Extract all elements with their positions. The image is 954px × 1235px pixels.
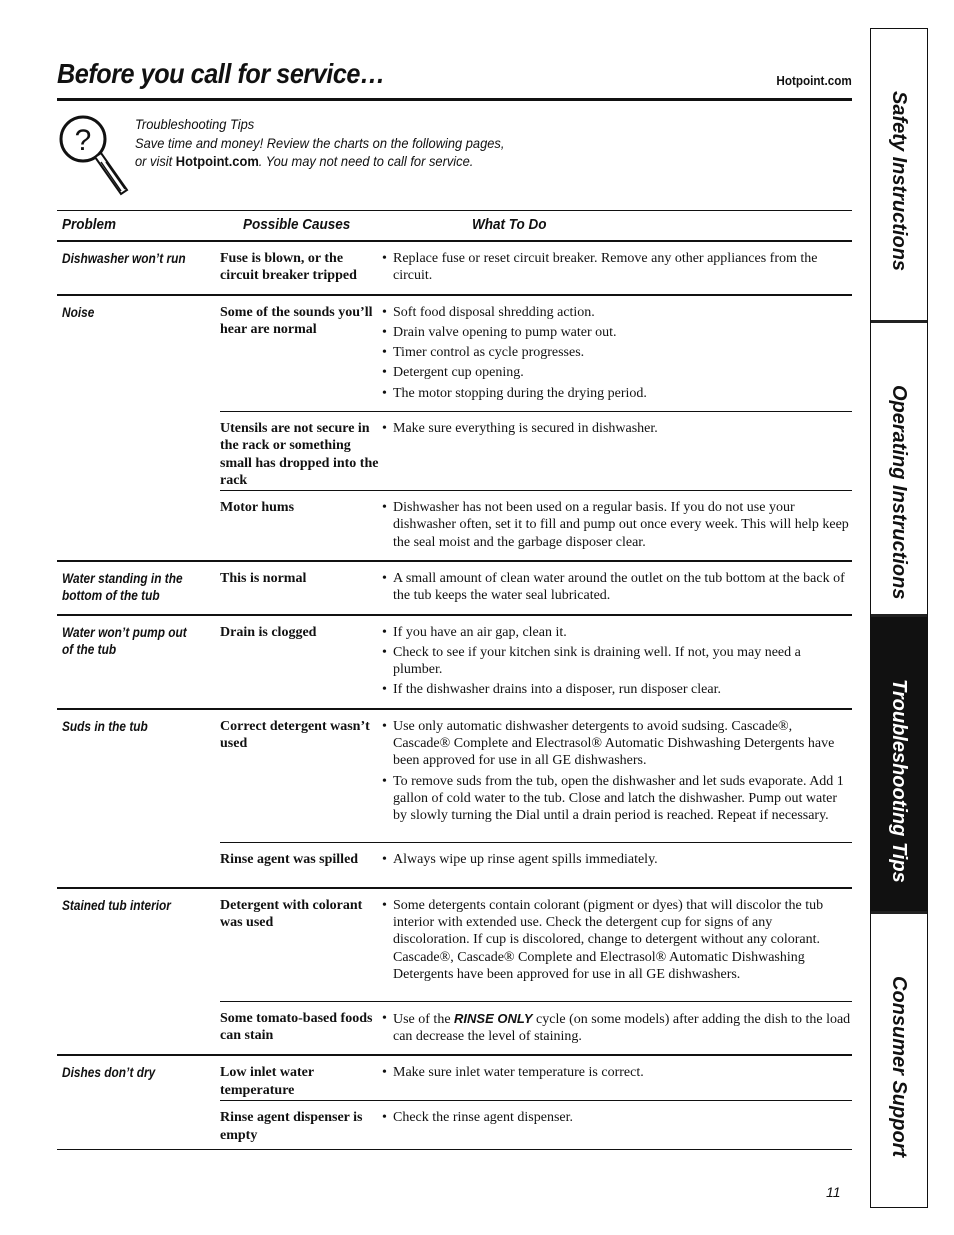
intro-line: or visit Hotpoint.com. You may not need to call for service. [135, 153, 474, 169]
tab-label: Safety Instructions [888, 91, 910, 272]
table-row [220, 616, 852, 708]
what-to-do [380, 1002, 852, 1055]
list-item: • Make sure everything is secured in dishwasher. [380, 420, 852, 437]
tab-consumer-support[interactable] [871, 914, 927, 1207]
possible-cause: Motor hums [220, 500, 295, 516]
list-item: • A small amount of clean water around the outlet on the tub bottom at the back of the tub keeps the water seal lubricated. [380, 570, 852, 605]
list-item: • Replace fuse or reset circuit breaker. Remove any other appliances from the circuit. [380, 250, 852, 285]
problem-group [57, 710, 852, 889]
what-to-do [380, 491, 852, 560]
possible-cause: Fuse is blown, or the circuit breaker tripped [220, 251, 357, 284]
what-to-do [380, 616, 852, 708]
problem-label: Water won’t pump out of the tub [62, 624, 187, 657]
problem-group [57, 242, 852, 296]
list-item: • Make sure inlet water temperature is correct. [380, 1064, 852, 1081]
troubleshooting-table [57, 210, 852, 1150]
what-to-do [380, 412, 852, 446]
problem-label: Stained tub interior [62, 897, 171, 913]
list-item: • Drain valve opening to pump water out. [380, 324, 852, 341]
possible-cause: Rinse agent was spilled [220, 851, 359, 867]
possible-cause: Utensils are not secure in the rack or something small has dropped into the rack [220, 421, 379, 488]
tab-safety-instructions[interactable] [871, 29, 927, 323]
intro-line: Save time and money! Review the charts on the following pages, [135, 134, 505, 151]
list-item: • Dishwasher has not been used on a regular basis. If you do not use your dishwasher often, set it to fill and pump out once every week. This will help keep the seal moist and the garbage disposer clear. [380, 499, 852, 551]
table-header [57, 210, 852, 242]
what-to-do [380, 562, 852, 614]
table-row [220, 412, 852, 491]
table-row [220, 889, 852, 1002]
column-header-causes: Possible Causes [243, 216, 351, 233]
tab-operating-instructions[interactable] [871, 323, 927, 617]
list-item: • Detergent cup opening. [380, 364, 852, 381]
rinse-only-label: RINSE ONLY [454, 1010, 533, 1026]
what-to-do [380, 242, 852, 294]
list-item: • Use only automatic dishwasher detergents to avoid sudsing. Cascade®, Cascade® Complete and Electrasol® Automatic Dishwashing Detergents have been approved for use in all GE dishwashers. [380, 718, 852, 770]
table-row [220, 1101, 852, 1149]
list-item: • Soft food disposal shredding action. [380, 304, 852, 321]
list-item: • Always wipe up rinse agent spills immediately. [380, 851, 852, 868]
problem-label: Noise [62, 304, 95, 320]
possible-cause: This is normal [220, 570, 307, 586]
table-body [57, 242, 852, 1150]
page-number: 11 [826, 1184, 841, 1200]
problem-group [57, 616, 852, 710]
what-to-do [380, 889, 852, 992]
table-row [220, 562, 852, 614]
possible-cause: Some tomato-based foods can stain [220, 1010, 373, 1044]
column-header-problem: Problem [62, 216, 117, 233]
problem-label: Dishes don’t dry [62, 1065, 156, 1081]
tab-label: Troubleshooting Tips [888, 679, 910, 883]
hotpoint-link[interactable]: Hotpoint.com [175, 153, 259, 169]
problem-group [57, 296, 852, 562]
site-link[interactable]: Hotpoint.com [776, 73, 852, 88]
list-item: • Timer control as cycle progresses. [380, 344, 852, 361]
table-row [220, 843, 852, 887]
tab-label: Operating Instructions [888, 385, 910, 600]
list-item: • To remove suds from the tub, open the dishwasher and let suds evaporate. Add 1 gallon of cold water to the tub. Close and latch the dishwasher. Pump out water by slowly turning the Dial until a drain period is reached. Repeat if necessary. [380, 773, 852, 825]
problem-group [57, 1056, 852, 1150]
intro-heading: Troubleshooting Tips [135, 116, 255, 132]
svg-text:?: ? [74, 124, 92, 157]
table-row [220, 710, 852, 843]
list-item: • Check to see if your kitchen sink is draining well. If not, you may need a plumber. [380, 644, 852, 679]
list-item: • Check the rinse agent dispenser. [380, 1109, 852, 1126]
page-title: Before you call for service… [57, 58, 385, 89]
list-item: • If you have an air gap, clean it. [380, 624, 852, 641]
list-item: • Some detergents contain colorant (pigment or dyes) that will discolor the tub interior with extended use. Check the detergent cup for signs of any discoloration. If cup is discolored, change to detergent without any colorant. Cascade®, Cascade® Complete and Electrasol® Automatic Dishwashing Detergents have been approved for use in all GE dishwashers. [380, 897, 852, 983]
list-item: • If the dishwasher drains into a disposer, run disposer clear. [380, 681, 852, 698]
what-to-do [380, 296, 852, 411]
column-header-todo: What To Do [472, 216, 547, 233]
problem-label: Water standing in the bottom of the tub [62, 570, 183, 603]
problem-group [57, 889, 852, 1057]
list-item: • Use of the RINSE ONLY cycle (on some models) after adding the dish to the load can decrease the level of staining. [380, 1010, 852, 1046]
problem-group [57, 562, 852, 616]
what-to-do [380, 843, 852, 877]
section-tabs [870, 28, 928, 1208]
intro-text [135, 115, 504, 171]
possible-cause: Some of the sounds you’ll hear are normal [220, 304, 373, 337]
list-item: • The motor stopping during the drying period. [380, 385, 852, 402]
what-to-do [380, 1056, 852, 1090]
table-row [220, 1056, 852, 1101]
possible-cause: Correct detergent wasn’t used [220, 718, 370, 752]
table-row [220, 1002, 852, 1055]
problem-label: Suds in the tub [62, 718, 148, 734]
what-to-do [380, 710, 852, 834]
problem-label: Dishwasher won’t run [62, 251, 186, 266]
table-row [220, 491, 852, 560]
what-to-do [380, 1101, 852, 1135]
possible-cause: Low inlet water temperature [220, 1065, 314, 1098]
tab-label: Consumer Support [888, 976, 910, 1158]
possible-cause: Detergent with colorant was used [220, 897, 363, 931]
table-row [220, 242, 852, 294]
question-magnifier-icon [55, 112, 131, 202]
tab-troubleshooting-tips[interactable] [871, 617, 927, 914]
table-row [220, 296, 852, 412]
possible-cause: Rinse agent dispenser is empty [220, 1110, 363, 1143]
page-header [57, 56, 852, 101]
possible-cause: Drain is clogged [220, 624, 317, 640]
